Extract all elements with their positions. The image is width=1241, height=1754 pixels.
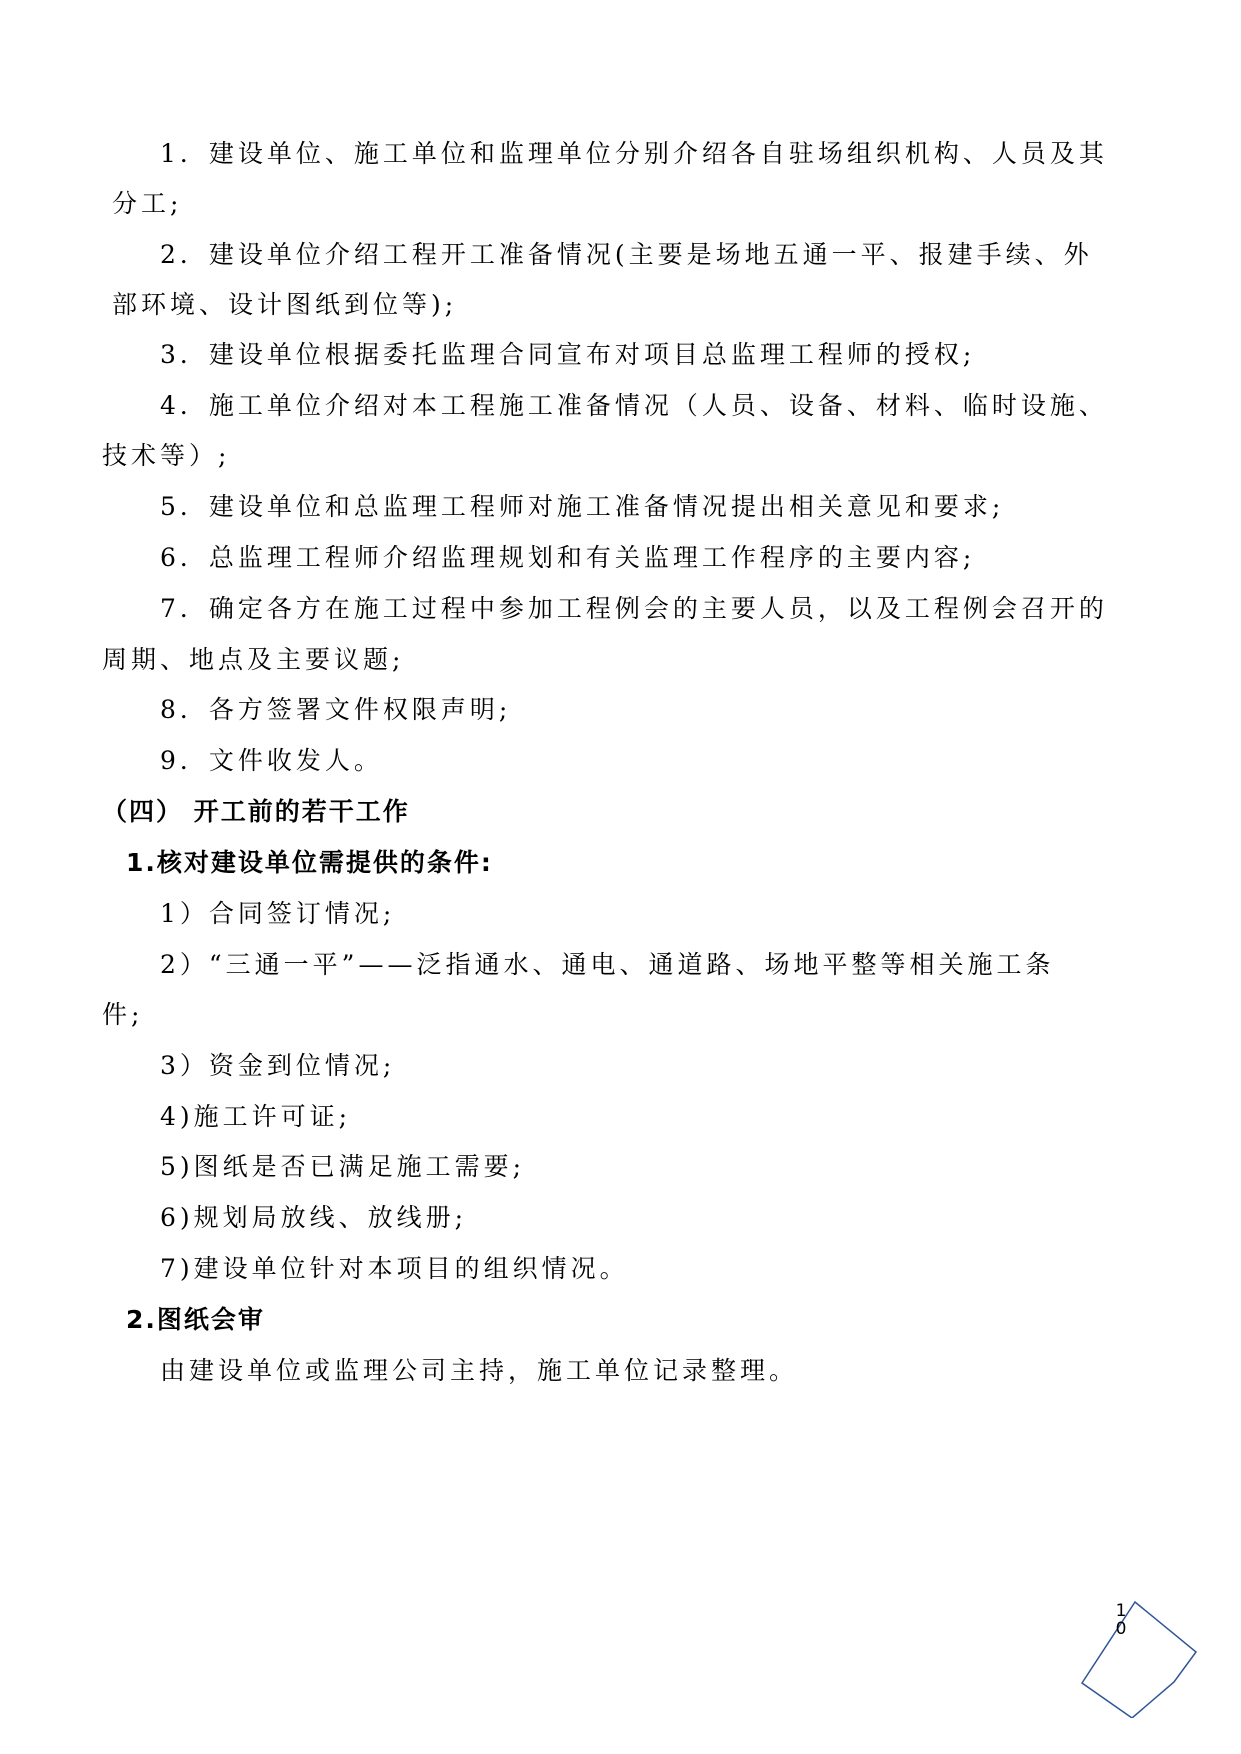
- condition-item: 7)建设单位针对本项目的组织情况。: [160, 1254, 629, 1283]
- condition-item-continuation: 件;: [102, 1000, 144, 1029]
- body-paragraph: 由建设单位或监理公司主持，施工单位记录整理。: [160, 1356, 799, 1385]
- list-item: 5．建设单位和总监理工程师对施工准备情况提出相关意见和要求;: [160, 492, 1005, 521]
- list-item: 4．施工单位介绍对本工程施工准备情况（人员、设备、材料、临时设施、: [160, 391, 1108, 420]
- list-item: 8．各方签署文件权限声明;: [160, 695, 512, 724]
- condition-item: 4)施工许可证;: [160, 1102, 352, 1131]
- condition-item: 1）合同签订情况;: [160, 899, 396, 928]
- page-number: 10: [1115, 1601, 1127, 1639]
- list-item-continuation: 分工;: [112, 189, 183, 218]
- subheading: 1.核对建设单位需提供的条件:: [126, 848, 493, 877]
- subheading: 2.图纸会审: [126, 1305, 265, 1334]
- page-number-shape: [1080, 1598, 1220, 1718]
- page-number-badge: [1080, 1598, 1220, 1718]
- condition-item: 3）资金到位情况;: [160, 1051, 396, 1080]
- list-item-continuation: 周期、地点及主要议题;: [102, 645, 405, 674]
- list-item-continuation: 技术等）;: [102, 441, 231, 470]
- condition-item: 5)图纸是否已满足施工需要;: [160, 1152, 526, 1181]
- list-item: 9．文件收发人。: [160, 746, 383, 775]
- list-item: 1．建设单位、施工单位和监理单位分别介绍各自驻场组织机构、人员及其: [160, 139, 1108, 168]
- list-item: 6．总监理工程师介绍监理规划和有关监理工作程序的主要内容;: [160, 543, 976, 572]
- list-item: 7．确定各方在施工过程中参加工程例会的主要人员，以及工程例会召开的: [160, 594, 1108, 623]
- condition-item: 6)规划局放线、放线册;: [160, 1203, 468, 1232]
- section-heading: （四） 开工前的若干工作: [102, 797, 410, 826]
- list-item-continuation: 部环境、设计图纸到位等);: [112, 290, 458, 319]
- list-item: 3．建设单位根据委托监理合同宣布对项目总监理工程师的授权;: [160, 340, 976, 369]
- list-item: 2．建设单位介绍工程开工准备情况(主要是场地五通一平、报建手续、外: [160, 240, 1093, 269]
- condition-item: 2）“三通一平”——泛指通水、通电、通道路、场地平整等相关施工条: [160, 950, 1055, 979]
